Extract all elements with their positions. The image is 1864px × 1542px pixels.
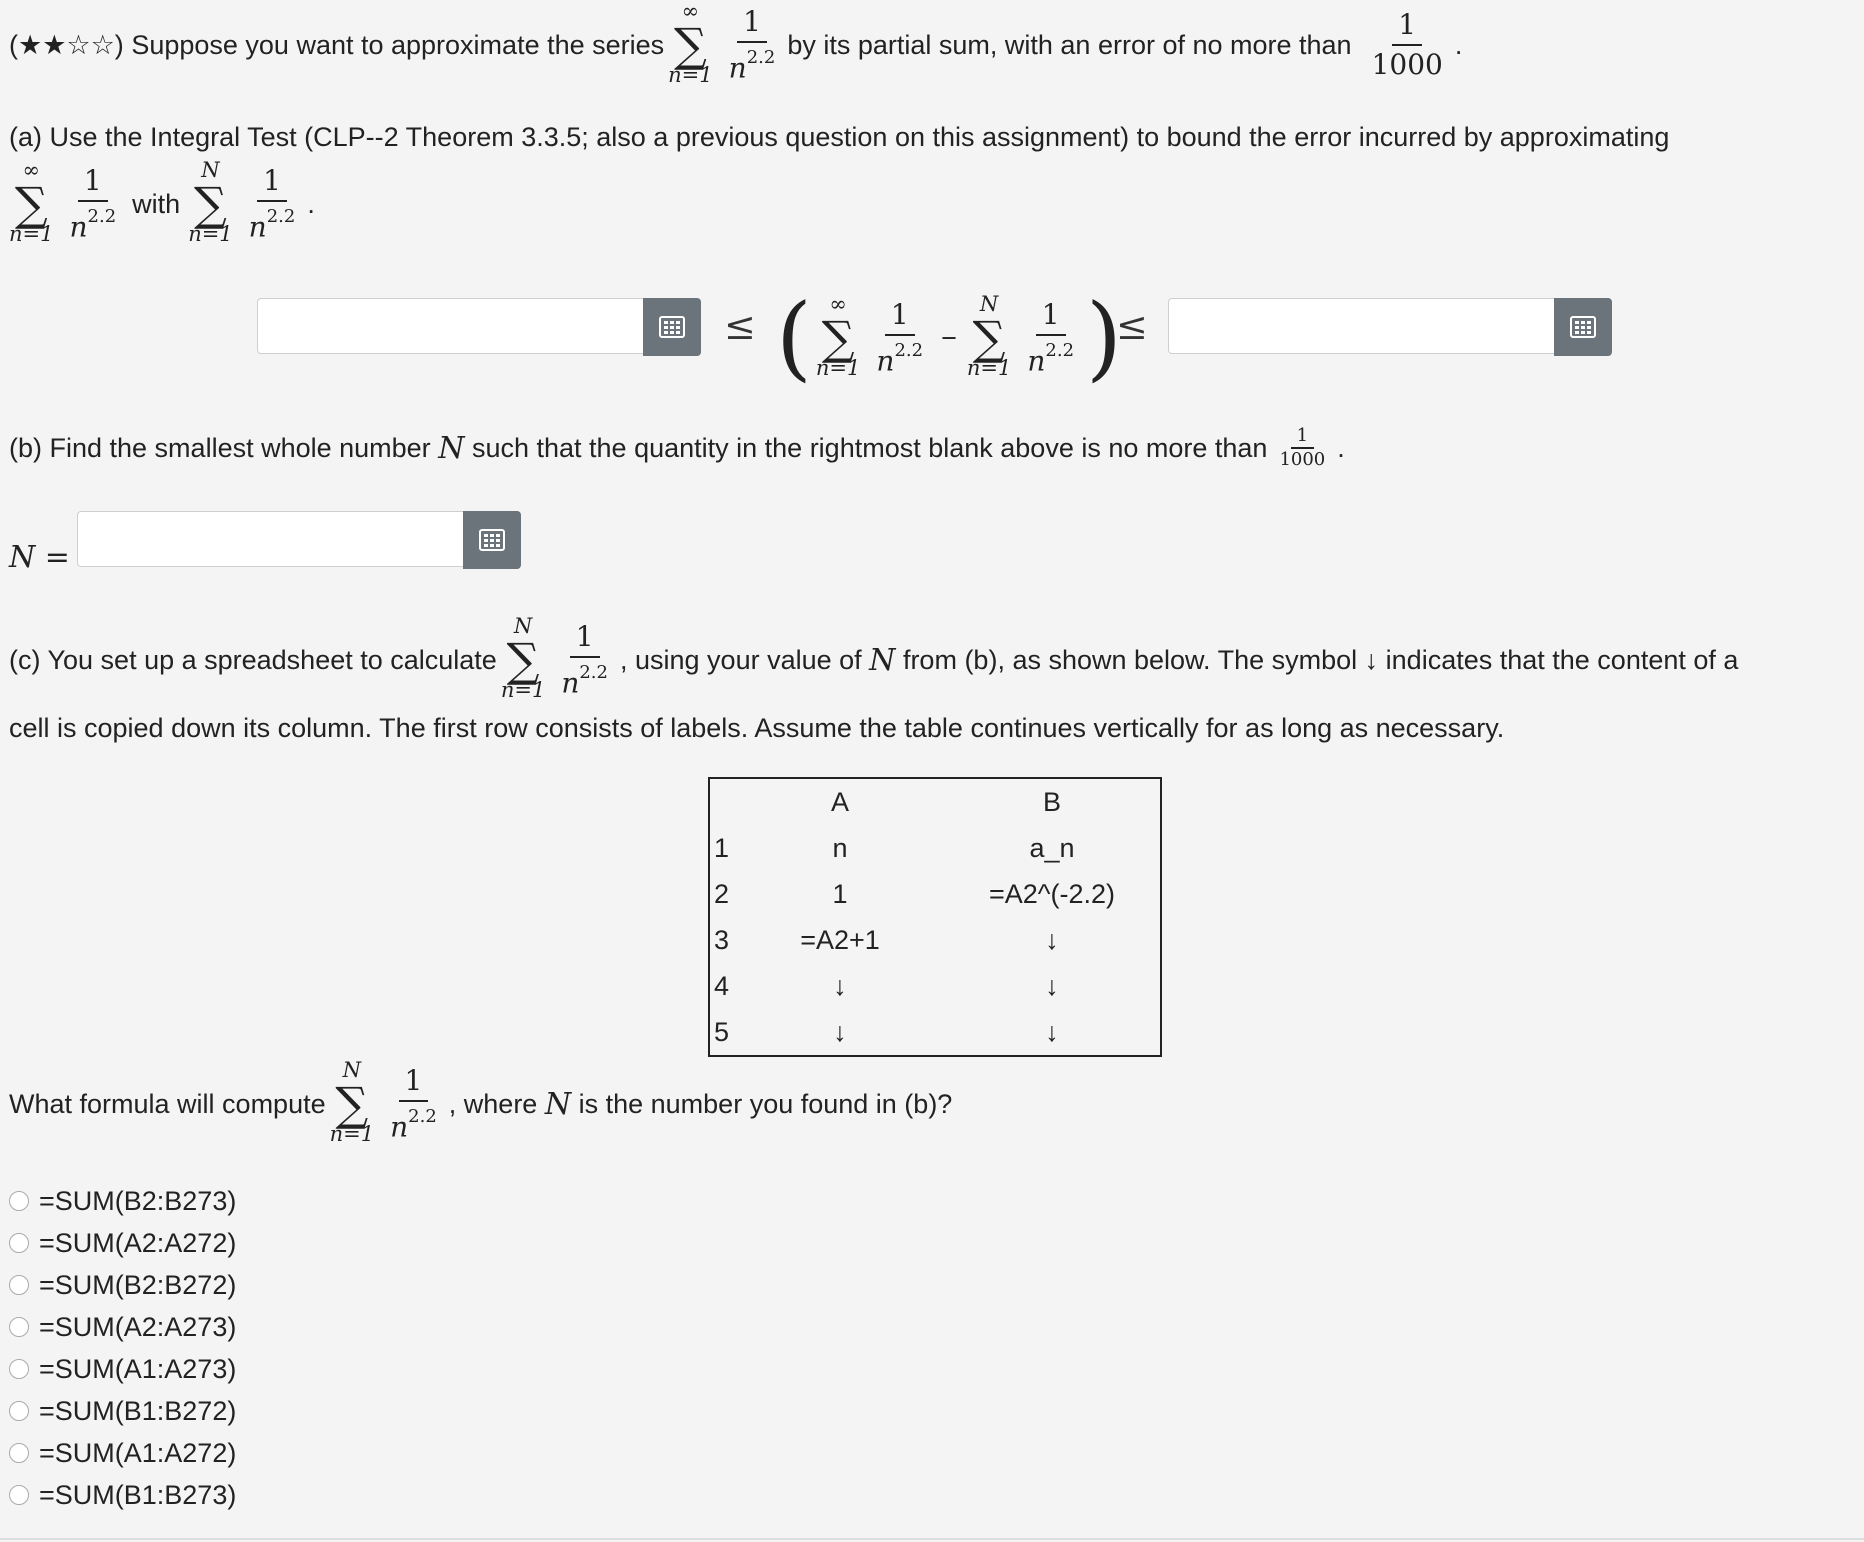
question-text-mid: , where (448, 1088, 538, 1119)
term-base: n (248, 210, 267, 244)
corner-cell (709, 778, 736, 825)
term-base: n (876, 344, 895, 378)
down-arrow-icon: ↓ (1364, 644, 1379, 675)
choice-label: =SUM(A1:A272) (39, 1437, 237, 1468)
part-c-text-mid1: , using your value of (620, 644, 862, 675)
sum-partial (501, 616, 545, 704)
term-numerator: 1 (1036, 296, 1066, 336)
term-exponent: 2.2 (579, 661, 608, 683)
term-denominator (384, 1102, 443, 1146)
lower-bound-input[interactable] (257, 298, 643, 354)
sigma-symbol: ∑ (673, 18, 707, 72)
choice-label: =SUM(B1:B272) (39, 1395, 237, 1426)
sum-upper: N (979, 292, 999, 316)
choice-label: =SUM(B2:B272) (39, 1269, 237, 1300)
table-row (709, 871, 1161, 917)
lower-bound-answer (257, 298, 701, 356)
series-term (243, 162, 302, 246)
radio-button[interactable] (9, 1275, 29, 1295)
cell-a: =A2+1 (800, 924, 880, 955)
minus-sign: − (941, 322, 957, 353)
grid-icon (1570, 316, 1596, 338)
series-term (63, 162, 122, 246)
term-numerator: 1 (885, 296, 915, 336)
sum-upper: N (201, 158, 220, 182)
cell-b: ↓ (1045, 1016, 1059, 1047)
choice-label: =SUM(A2:A272) (39, 1227, 237, 1258)
part-b-text-after: such that the quantity in the rightmost blank above is no more than (471, 432, 1268, 463)
question-text-after: is the number you found in (b)? (578, 1088, 953, 1119)
n-grid-button[interactable] (463, 511, 521, 569)
series-term (870, 296, 929, 380)
term-numerator: 1 (257, 162, 287, 202)
term-numerator: 1 (570, 618, 600, 658)
intro-text: Suppose you want to approximate the series (131, 29, 665, 60)
radio-button[interactable] (9, 1191, 29, 1211)
radio-button[interactable] (9, 1401, 29, 1421)
term-exponent: 2.2 (87, 205, 117, 227)
difficulty-stars: (★★☆☆) (9, 29, 124, 60)
part-a-text: (a) Use the Integral Test (CLP--2 Theorem 3.3.5; also a previous question on this assignment) to bound the error incurred by approximating (9, 122, 1670, 152)
sum-partial (188, 160, 232, 248)
sum-lower: n=1 (668, 63, 713, 87)
term-exponent: 2.2 (894, 339, 924, 361)
term-denominator (723, 43, 782, 87)
choice-option[interactable] (9, 1264, 236, 1306)
sum-lower: n=1 (188, 222, 233, 246)
part-c-line1 (9, 610, 1738, 710)
choice-label: =SUM(A2:A273) (39, 1311, 237, 1342)
column-header-b: B (1042, 786, 1061, 817)
sum-lower: n=1 (329, 1122, 375, 1146)
series-term (1021, 296, 1080, 380)
part-b-text: (b) Find the smallest whole number N such that the quantity in the rightmost blank above is no more than $\frac{1}{1000}$ . (9, 425, 1345, 470)
row-number: 3 (714, 924, 730, 955)
upper-bound-grid-button[interactable] (1554, 298, 1612, 356)
choice-option[interactable] (9, 1390, 236, 1432)
row-number: 2 (714, 878, 730, 909)
term-base: n (1027, 344, 1046, 378)
sum-partial (330, 1060, 374, 1148)
term-exponent: 2.2 (746, 46, 776, 68)
choice-label: =SUM(B2:B273) (39, 1185, 237, 1216)
error-fraction-small (1273, 425, 1331, 471)
part-c-text-mid2: from (b), as shown below. The symbol (902, 644, 1358, 675)
part-b-text-before: (b) Find the smallest whole number (9, 432, 431, 463)
term-numerator: 1 (78, 162, 108, 202)
spreadsheet-table (708, 777, 1162, 1057)
term-denominator (243, 202, 302, 246)
sum-infinite (816, 294, 860, 382)
sum-upper: N (513, 614, 533, 638)
sigma-symbol: ∑ (821, 311, 855, 365)
cell-b: ↓ (1045, 970, 1059, 1001)
var-n: N (869, 642, 896, 678)
radio-button[interactable] (9, 1443, 29, 1463)
sigma-symbol: ∑ (14, 177, 48, 231)
term-exponent: 2.2 (408, 1105, 437, 1127)
part-a-math: ∞ ∑ n=1 $\frac{1}{n^{2.2}}$ with N ∑ n=1 $\frac{1}{n^{2.2}}$ . (9, 158, 315, 246)
term-base: n (561, 666, 580, 700)
sum-partial (967, 294, 1011, 382)
grid-icon (479, 529, 505, 551)
cell-b: a_n (1029, 832, 1075, 863)
lower-bound-grid-button[interactable] (643, 298, 701, 356)
choice-option[interactable] (9, 1432, 236, 1474)
cell-a: n (832, 832, 848, 863)
error-expression (776, 284, 1122, 391)
error-numerator: 1 (1291, 425, 1314, 449)
var-n: N (438, 430, 465, 466)
series-term (723, 3, 782, 87)
leq-symbol-right: ≤ (1116, 304, 1148, 348)
bottom-divider (0, 1538, 1864, 1540)
choice-option[interactable] (9, 1348, 236, 1390)
sum-infinite (9, 160, 53, 248)
column-header-a: A (830, 786, 849, 817)
term-denominator (870, 336, 929, 380)
right-paren: ) (1086, 284, 1122, 391)
term-base: n (728, 51, 747, 85)
column-header-row (709, 778, 1161, 825)
error-denominator: 1000 (1371, 48, 1443, 81)
error-denominator: 1000 (1279, 449, 1326, 470)
term-base: n (390, 1110, 409, 1144)
series-term (555, 618, 614, 702)
cell-b: =A2^(-2.2) (989, 878, 1115, 909)
row-number: 1 (714, 832, 730, 863)
sum-upper: ∞ (681, 0, 700, 23)
sum-lower: n=1 (966, 356, 1012, 380)
term-base: n (69, 210, 88, 244)
cell-a: ↓ (833, 970, 847, 1001)
table-row (709, 963, 1161, 1009)
term-denominator (63, 202, 122, 246)
term-denominator (555, 658, 614, 702)
term-denominator (1021, 336, 1080, 380)
error-numerator: 1 (1392, 6, 1422, 46)
leq-symbol-left: ≤ (724, 304, 756, 348)
choice-label: =SUM(A1:A273) (39, 1353, 237, 1384)
term-exponent: 2.2 (1045, 339, 1075, 361)
upper-bound-answer (1168, 298, 1612, 356)
table-row (709, 825, 1161, 871)
question-text-before: What formula will compute (9, 1088, 326, 1119)
part-c-text-before: (c) You set up a spreadsheet to calculate (9, 644, 497, 675)
term-numerator: 1 (399, 1062, 429, 1102)
term-numerator: 1 (737, 3, 767, 43)
series-term (384, 1062, 443, 1146)
cell-b: ↓ (1045, 924, 1059, 955)
row-number: 4 (714, 970, 730, 1001)
sigma-symbol: ∑ (506, 633, 540, 687)
sum-upper: N (342, 1058, 362, 1082)
with-word: with (132, 188, 181, 219)
table-row (709, 917, 1161, 963)
n-answer (77, 511, 521, 569)
sigma-symbol: ∑ (972, 311, 1006, 365)
intro-text-mid: by its partial sum, with an error of no more than (787, 29, 1352, 60)
radio-button[interactable] (9, 1233, 29, 1253)
choice-option[interactable] (9, 1222, 236, 1264)
sum-lower: n=1 (500, 678, 546, 702)
choice-option[interactable] (9, 1180, 236, 1222)
cell-a: ↓ (833, 1016, 847, 1047)
answer-choices (9, 1180, 236, 1516)
radio-button[interactable] (9, 1485, 29, 1505)
intro-line: (★★☆☆) Suppose you want to approximate the series ∞ ∑ n=1 $\frac{1}{n^{2.2}}$ by its partial sum, with an error of no more than $\frac{1}{1000}$ . (9, 0, 1463, 87)
part-c-line2: cell is copied down its column. The first row consists of labels. Assume the table continues vertically for as long as necessary. (9, 713, 1505, 743)
grid-icon (659, 316, 685, 338)
question-line (9, 1054, 952, 1154)
radio-button[interactable] (9, 1359, 29, 1379)
part-c-text-after: indicates that the content of a (1385, 644, 1739, 675)
choice-option[interactable] (9, 1306, 236, 1348)
choice-label: =SUM(B1:B273) (39, 1479, 237, 1510)
series-sum (668, 1, 712, 89)
term-exponent: 2.2 (266, 205, 296, 227)
left-paren: ( (776, 284, 812, 391)
sigma-symbol: ∑ (194, 177, 227, 231)
choice-option[interactable] (9, 1474, 236, 1516)
upper-bound-input[interactable] (1168, 298, 1554, 354)
n-answer-label: N = (9, 540, 70, 575)
sigma-symbol: ∑ (335, 1077, 369, 1131)
table-row (709, 1009, 1161, 1056)
n-input[interactable] (77, 511, 463, 567)
sum-lower: n=1 (815, 356, 861, 380)
sum-upper: ∞ (829, 292, 847, 316)
row-number: 5 (714, 1016, 730, 1047)
var-n: N (544, 1086, 572, 1122)
cell-a: 1 (832, 878, 848, 909)
radio-button[interactable] (9, 1317, 29, 1337)
sum-upper: ∞ (22, 158, 40, 182)
sum-lower: n=1 (9, 222, 54, 246)
error-fraction (1366, 6, 1449, 84)
